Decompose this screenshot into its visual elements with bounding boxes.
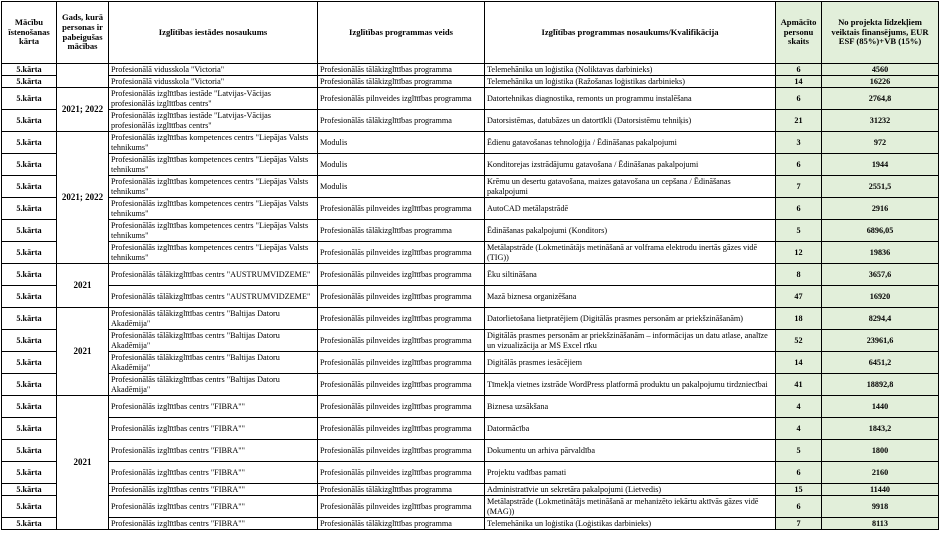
year-cell	[57, 64, 109, 88]
iestade-cell: Profesionālā vidusskola "Victoria"	[109, 76, 318, 88]
nosaukums-cell: Ēdināšanas pakalpojumi (Konditors)	[485, 220, 776, 242]
skaits-cell: 6	[776, 64, 822, 76]
fin-cell: 2551,5	[822, 176, 939, 198]
veids-cell: Profesionālās pilnveides izglītības programma	[318, 352, 485, 374]
fin-cell: 31232	[822, 110, 939, 132]
nosaukums-cell: Biznesa uzsākšana	[485, 396, 776, 418]
fin-cell: 9918	[822, 496, 939, 518]
iestade-cell: Profesionālās izglītības kompetences centrs "Liepājas Valsts tehnikums"	[109, 176, 318, 198]
veids-cell: Modulis	[318, 132, 485, 154]
nosaukums-cell: Ēku siltināšana	[485, 264, 776, 286]
iestade-cell: Profesionālā vidusskola "Victoria"	[109, 64, 318, 76]
iestade-cell: Profesionālās izglītības centrs "FIBRA""	[109, 418, 318, 440]
veids-cell: Profesionālās tālākizglītības programma	[318, 76, 485, 88]
table-row	[2, 484, 939, 496]
veids-cell: Profesionālās tālākizglītības programma	[318, 484, 485, 496]
training-table	[1, 1, 939, 530]
karta-cell: 5.kārta	[2, 286, 57, 308]
year-cell: 2021; 2022	[57, 132, 109, 264]
header-iestade: Izglītības iestādes nosaukums	[109, 2, 318, 64]
skaits-cell: 8	[776, 264, 822, 286]
veids-cell: Profesionālās pilnveides izglītības programma	[318, 396, 485, 418]
karta-cell: 5.kārta	[2, 154, 57, 176]
table-row	[2, 308, 939, 330]
veids-cell: Profesionālās pilnveides izglītības programma	[318, 374, 485, 396]
iestade-cell: Profesionālās tālākizglītības centrs "Baltijas Datoru Akadēmija"	[109, 352, 318, 374]
nosaukums-cell: Telemehānika un loģistika (Ražošanas loģistikas darbinieks)	[485, 76, 776, 88]
karta-cell: 5.kārta	[2, 64, 57, 76]
veids-cell: Profesionālās pilnveides izglītības programma	[318, 330, 485, 352]
karta-cell: 5.kārta	[2, 198, 57, 220]
nosaukums-cell: Krēmu un desertu gatavošana, maizes gatavošana un cepšana / Ēdināšanas pakalpojumi	[485, 176, 776, 198]
fin-cell: 19836	[822, 242, 939, 264]
nosaukums-cell: Datorsistēmas, datubāzes un datortīkli (Datorsistēmu tehniķis)	[485, 110, 776, 132]
year-cell: 2021	[57, 308, 109, 396]
fin-cell: 2160	[822, 462, 939, 484]
skaits-cell: 21	[776, 110, 822, 132]
nosaukums-cell: Administratīvie un sekretāra pakalpojumi (Lietvedis)	[485, 484, 776, 496]
karta-cell: 5.kārta	[2, 176, 57, 198]
table-row	[2, 242, 939, 264]
iestade-cell: Profesionālās tālākizglītības centrs "Baltijas Datoru Akadēmija"	[109, 374, 318, 396]
veids-cell: Profesionālās pilnveides izglītības programma	[318, 88, 485, 110]
skaits-cell: 6	[776, 88, 822, 110]
skaits-cell: 4	[776, 418, 822, 440]
veids-cell: Profesionālās pilnveides izglītības programma	[318, 264, 485, 286]
nosaukums-cell: Konditorejas izstrādājumu gatavošana / Ēdināšanas pakalpojumi	[485, 154, 776, 176]
skaits-cell: 14	[776, 76, 822, 88]
iestade-cell: Profesionālās izglītības iestāde "Latvijas-Vācijas profesionālās izglītības centrs"	[109, 110, 318, 132]
nosaukums-cell: Mazā biznesa organizēšana	[485, 286, 776, 308]
fin-cell: 16226	[822, 76, 939, 88]
table-row	[2, 76, 939, 88]
karta-cell: 5.kārta	[2, 76, 57, 88]
karta-cell: 5.kārta	[2, 110, 57, 132]
iestade-cell: Profesionālās izglītības kompetences centrs "Liepājas Valsts tehnikums"	[109, 132, 318, 154]
karta-cell: 5.kārta	[2, 242, 57, 264]
fin-cell: 16920	[822, 286, 939, 308]
iestade-cell: Profesionālās izglītības kompetences centrs "Liepājas Valsts tehnikums"	[109, 220, 318, 242]
veids-cell: Profesionālās pilnveides izglītības programma	[318, 308, 485, 330]
fin-cell: 23961,6	[822, 330, 939, 352]
skaits-cell: 15	[776, 484, 822, 496]
table-row	[2, 154, 939, 176]
karta-cell: 5.kārta	[2, 132, 57, 154]
skaits-cell: 3	[776, 132, 822, 154]
table-row	[2, 132, 939, 154]
nosaukums-cell: Telemehānika un loģistika (Noliktavas darbinieks)	[485, 64, 776, 76]
karta-cell: 5.kārta	[2, 88, 57, 110]
iestade-cell: Profesionālās tālākizglītības centrs "AUSTRUMVIDZEME"	[109, 286, 318, 308]
iestade-cell: Profesionālās izglītības centrs "FIBRA""	[109, 462, 318, 484]
nosaukums-cell: Metālapstrāde (Lokmetinātājs metināšanā ar mehanizēto iekārtu aktīvās gāzes vidē (MAG))	[485, 496, 776, 518]
skaits-cell: 5	[776, 220, 822, 242]
table-row	[2, 440, 939, 462]
skaits-cell: 41	[776, 374, 822, 396]
veids-cell: Profesionālās pilnveides izglītības programma	[318, 242, 485, 264]
skaits-cell: 6	[776, 462, 822, 484]
nosaukums-cell: Digitālās prasmes personām ar priekšzināšanām – informācijas un datu atlase, analīze un vizualizācija ar MS Excel rīku	[485, 330, 776, 352]
table-row	[2, 264, 939, 286]
veids-cell: Modulis	[318, 176, 485, 198]
table-row	[2, 286, 939, 308]
fin-cell: 1800	[822, 440, 939, 462]
fin-cell: 1440	[822, 396, 939, 418]
table-row	[2, 518, 939, 530]
table-row	[2, 352, 939, 374]
table-row	[2, 220, 939, 242]
karta-cell: 5.kārta	[2, 440, 57, 462]
fin-cell: 8294,4	[822, 308, 939, 330]
skaits-cell: 12	[776, 242, 822, 264]
skaits-cell: 47	[776, 286, 822, 308]
karta-cell: 5.kārta	[2, 264, 57, 286]
year-cell: 2021	[57, 264, 109, 308]
table-row	[2, 88, 939, 110]
iestade-cell: Profesionālās izglītības centrs "FIBRA""	[109, 396, 318, 418]
karta-cell: 5.kārta	[2, 330, 57, 352]
fin-cell: 4560	[822, 64, 939, 76]
karta-cell: 5.kārta	[2, 396, 57, 418]
table-row	[2, 462, 939, 484]
header-row	[2, 2, 939, 64]
veids-cell: Profesionālās pilnveides izglītības programma	[318, 418, 485, 440]
nosaukums-cell: Datorlietošana lietpratējiem (Digitālās prasmes personām ar priekšzināšanām)	[485, 308, 776, 330]
karta-cell: 5.kārta	[2, 220, 57, 242]
karta-cell: 5.kārta	[2, 374, 57, 396]
skaits-cell: 6	[776, 198, 822, 220]
table-row	[2, 176, 939, 198]
skaits-cell: 4	[776, 396, 822, 418]
iestade-cell: Profesionālās izglītības iestāde "Latvijas-Vācijas profesionālās izglītības centrs"	[109, 88, 318, 110]
veids-cell: Modulis	[318, 154, 485, 176]
nosaukums-cell: Projektu vadības pamati	[485, 462, 776, 484]
karta-cell: 5.kārta	[2, 496, 57, 518]
header-gads: Gads, kurā personas ir pabeigušas mācības	[57, 2, 109, 64]
nosaukums-cell: Telemehānika un loģistika (Loģistikas darbinieks)	[485, 518, 776, 530]
veids-cell: Profesionālās pilnveides izglītības programma	[318, 496, 485, 518]
veids-cell: Profesionālās tālākizglītības programma	[318, 220, 485, 242]
fin-cell: 2916	[822, 198, 939, 220]
nosaukums-cell: Datortehnikas diagnostika, remonts un programmu instalēšana	[485, 88, 776, 110]
veids-cell: Profesionālās pilnveides izglītības programma	[318, 198, 485, 220]
year-cell: 2021	[57, 396, 109, 530]
karta-cell: 5.kārta	[2, 418, 57, 440]
nosaukums-cell: Datormācība	[485, 418, 776, 440]
nosaukums-cell: Metālapstrāde (Lokmetinātājs metināšanā ar volframa elektrodu inertās gāzes vidē (TIG))	[485, 242, 776, 264]
table-row	[2, 330, 939, 352]
veids-cell: Profesionālās pilnveides izglītības programma	[318, 462, 485, 484]
iestade-cell: Profesionālās izglītības kompetences centrs "Liepājas Valsts tehnikums"	[109, 242, 318, 264]
skaits-cell: 14	[776, 352, 822, 374]
iestade-cell: Profesionālās tālākizglītības centrs "Baltijas Datoru Akadēmija"	[109, 330, 318, 352]
fin-cell: 2764,8	[822, 88, 939, 110]
fin-cell: 6451,2	[822, 352, 939, 374]
skaits-cell: 6	[776, 496, 822, 518]
skaits-cell: 7	[776, 176, 822, 198]
iestade-cell: Profesionālās izglītības centrs "FIBRA""	[109, 440, 318, 462]
nosaukums-cell: Ēdienu gatavošanas tehnoloģija / Ēdināšanas pakalpojumi	[485, 132, 776, 154]
fin-cell: 972	[822, 132, 939, 154]
karta-cell: 5.kārta	[2, 518, 57, 530]
veids-cell: Profesionālās tālākizglītības programma	[318, 64, 485, 76]
table-row	[2, 64, 939, 76]
skaits-cell: 18	[776, 308, 822, 330]
table-row	[2, 496, 939, 518]
nosaukums-cell: Digitālās prasmes iesācējiem	[485, 352, 776, 374]
iestade-cell: Profesionālās izglītības kompetences centrs "Liepājas Valsts tehnikums"	[109, 198, 318, 220]
header-finansejums: No projekta līdzekļiem veiktais finansējums, EUR ESF (85%)+VB (15%)	[822, 2, 939, 64]
table-row	[2, 396, 939, 418]
karta-cell: 5.kārta	[2, 484, 57, 496]
karta-cell: 5.kārta	[2, 462, 57, 484]
header-skaits: Apmācīto personu skaits	[776, 2, 822, 64]
header-veids: Izglītības programmas veids	[318, 2, 485, 64]
veids-cell: Profesionālās pilnveides izglītības programma	[318, 286, 485, 308]
table-row	[2, 110, 939, 132]
iestade-cell: Profesionālās izglītības centrs "FIBRA""	[109, 518, 318, 530]
fin-cell: 1944	[822, 154, 939, 176]
fin-cell: 1843,2	[822, 418, 939, 440]
karta-cell: 5.kārta	[2, 352, 57, 374]
table-row	[2, 418, 939, 440]
iestade-cell: Profesionālās izglītības centrs "FIBRA""	[109, 496, 318, 518]
skaits-cell: 6	[776, 154, 822, 176]
nosaukums-cell: Dokumentu un arhiva pārvaldība	[485, 440, 776, 462]
table-row	[2, 198, 939, 220]
nosaukums-cell: AutoCAD metālapstrādē	[485, 198, 776, 220]
iestade-cell: Profesionālās izglītības centrs "FIBRA""	[109, 484, 318, 496]
table-row	[2, 374, 939, 396]
nosaukums-cell: Tīmekļa vietnes izstrāde WordPress platformā produktu un pakalpojumu tirdzniecībai	[485, 374, 776, 396]
veids-cell: Profesionālās tālākizglītības programma	[318, 518, 485, 530]
skaits-cell: 5	[776, 440, 822, 462]
skaits-cell: 7	[776, 518, 822, 530]
fin-cell: 11440	[822, 484, 939, 496]
fin-cell: 3657,6	[822, 264, 939, 286]
fin-cell: 18892,8	[822, 374, 939, 396]
iestade-cell: Profesionālās izglītības kompetences centrs "Liepājas Valsts tehnikums"	[109, 154, 318, 176]
veids-cell: Profesionālās tālākizglītības programma	[318, 110, 485, 132]
skaits-cell: 52	[776, 330, 822, 352]
veids-cell: Profesionālās pilnveides izglītības programma	[318, 440, 485, 462]
year-cell: 2021; 2022	[57, 88, 109, 132]
iestade-cell: Profesionālās tālākizglītības centrs "AUSTRUMVIDZEME"	[109, 264, 318, 286]
header-nosaukums: Izglītības programmas nosaukums/Kvalifikācija	[485, 2, 776, 64]
karta-cell: 5.kārta	[2, 308, 57, 330]
fin-cell: 8113	[822, 518, 939, 530]
header-karta: Mācību īstenošanas kārta	[2, 2, 57, 64]
iestade-cell: Profesionālās tālākizglītības centrs "Baltijas Datoru Akadēmija"	[109, 308, 318, 330]
fin-cell: 6896,05	[822, 220, 939, 242]
